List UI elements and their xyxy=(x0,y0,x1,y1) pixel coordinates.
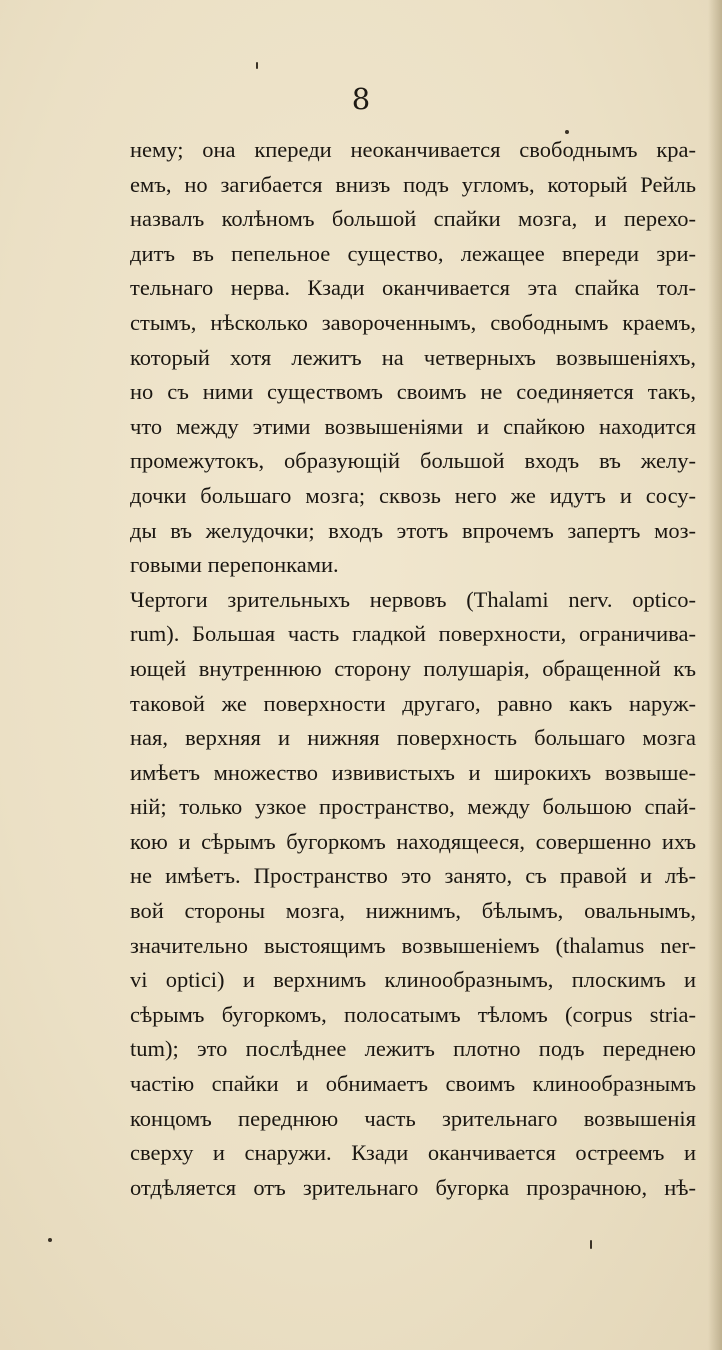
speck xyxy=(590,1240,592,1249)
text-line: вой стороны мозга, нижнимъ, бѣлымъ, овальнымъ, xyxy=(130,898,696,924)
text-line: значительно выстоящимъ возвышеніемъ (thalamus ner- xyxy=(130,932,696,958)
text-line: кою и сѣрымъ бугоркомъ находящееся, совершенно ихъ xyxy=(130,828,696,854)
text-line: имѣетъ множество извивистыхъ и широкихъ возвыше- xyxy=(130,759,696,785)
text-line: говыми перепонками. xyxy=(130,552,339,578)
text-line: ды въ желудочки; входъ этотъ впрочемъ запертъ моз- xyxy=(130,517,696,543)
text-line: концомъ переднюю часть зрительнаго возвышенія xyxy=(130,1105,696,1131)
text-line: который хотя лежитъ на четверныхъ возвышеніяхъ, xyxy=(130,344,696,370)
speck xyxy=(256,62,258,69)
text-line: тельнаго нерва. Кзади оканчивается эта спайка тол- xyxy=(130,275,696,301)
text-line: не имѣетъ. Пространство это занято, съ правой и лѣ- xyxy=(130,863,696,889)
text-line: tum); это послѣднее лежитъ плотно подъ переднею xyxy=(130,1036,696,1062)
text-line: промежутокъ, образующій большой входъ въ желу- xyxy=(130,448,696,474)
text-line: ная, верхняя и нижняя поверхность большаго мозга xyxy=(130,725,696,751)
body-text xyxy=(130,133,696,1205)
text-line: Чертоги зрительныхъ нервовъ (Thalami nerv. optico- xyxy=(130,586,696,612)
text-line: ній; только узкое пространство, между большою спай- xyxy=(130,794,696,820)
text-line: частію спайки и обнимаетъ своимъ клинообразнымъ xyxy=(130,1071,696,1097)
text-line: сверху и снаружи. Кзади оканчивается остреемъ и xyxy=(130,1140,696,1166)
text-line: таковой же поверхности другаго, равно какъ наруж- xyxy=(130,690,696,716)
text-line: дочки большаго мозга; сквозь него же идутъ и сосу- xyxy=(130,482,696,508)
text-line: rum). Большая часть гладкой поверхности, ограничива- xyxy=(130,621,696,647)
text-line: сѣрымъ бугоркомъ, полосатымъ тѣломъ (corpus stria- xyxy=(130,1001,696,1027)
text-line: емъ, но загибается внизъ подъ угломъ, который Рейль xyxy=(130,171,696,197)
text-line: но съ ними существомъ своимъ не соединяется такъ, xyxy=(130,379,696,405)
text-line: что между этими возвышеніями и спайкою находится xyxy=(130,413,696,439)
speck xyxy=(48,1238,52,1242)
text-line: ющей внутреннюю сторону полушарія, обращенной къ xyxy=(130,655,696,681)
text-line: отдѣляется отъ зрительнаго бугорка прозрачною, нѣ- xyxy=(130,1174,696,1200)
text-line: нему; она кпереди неоканчивается свободнымъ кра- xyxy=(130,137,696,162)
text-line: стымъ, нѣсколько завороченнымъ, свободнымъ краемъ, xyxy=(130,309,696,335)
text-line: назвалъ колѣномъ большой спайки мозга, и перехо- xyxy=(130,206,696,232)
page-number: 8 xyxy=(351,82,371,116)
page-edge-shadow xyxy=(708,0,722,1350)
text-line: vi optici) и верхнимъ клинообразнымъ, плоскимъ и xyxy=(130,967,696,993)
text-line: дитъ въ пепельное существо, лежащее впереди зри- xyxy=(130,240,696,266)
